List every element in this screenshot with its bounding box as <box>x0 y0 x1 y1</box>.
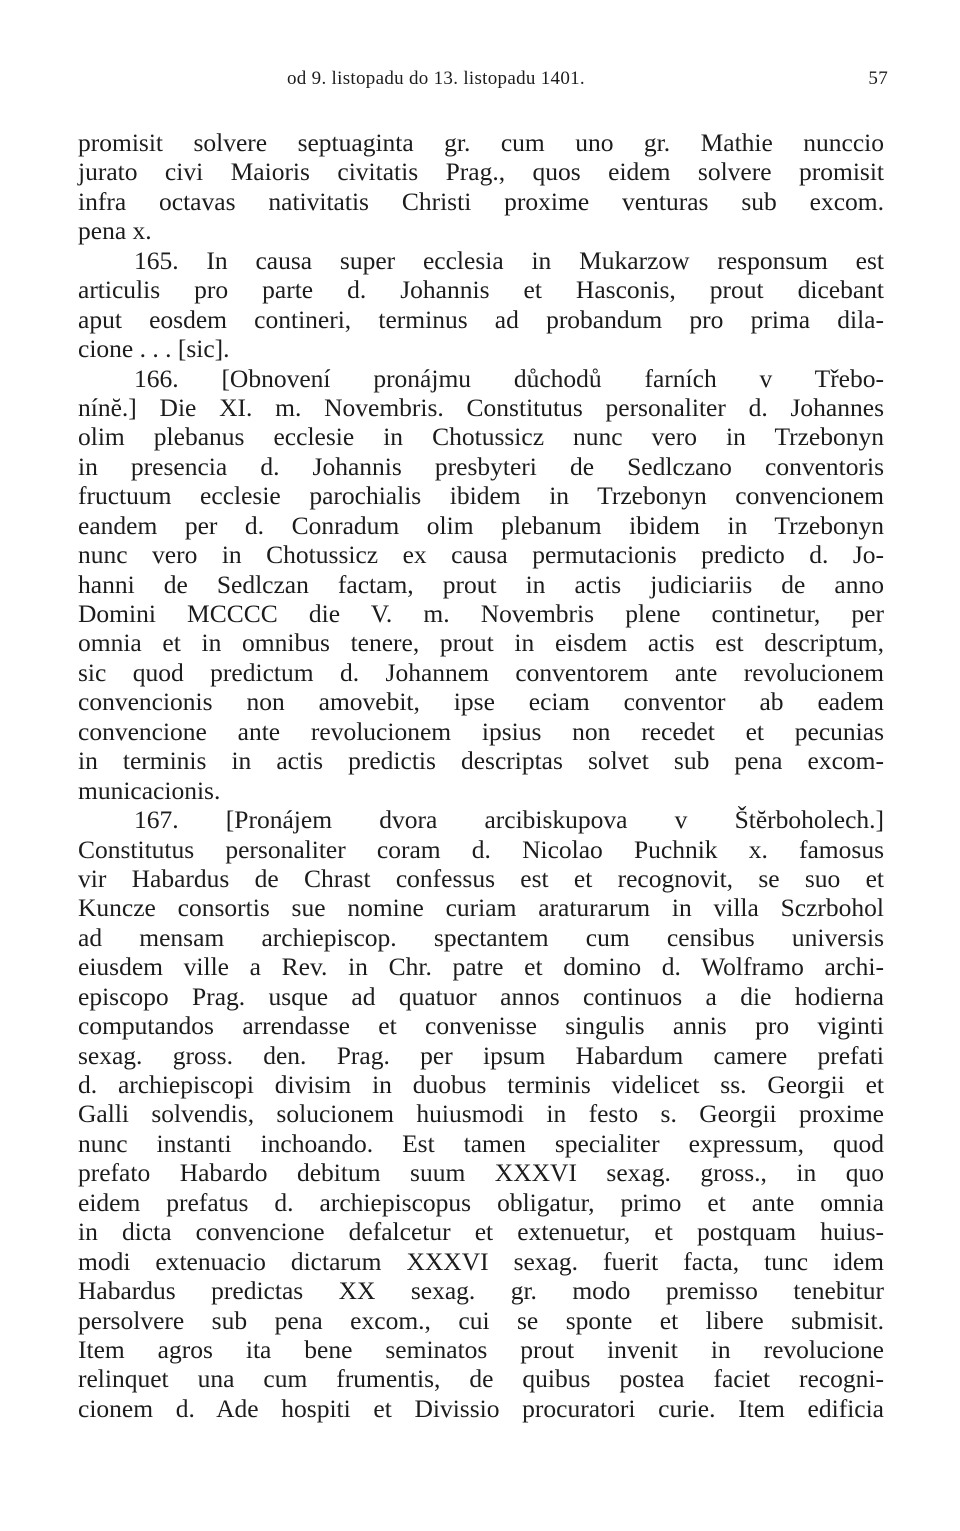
text-line: promisit solvere septuaginta gr. cum uno gr. Mathie nunccio <box>78 128 884 157</box>
text-line: modi extenuacio dictarum XXXVI sexag. fuerit facta, tunc idem <box>78 1246 884 1276</box>
text-line: pena x. <box>78 216 152 246</box>
text-line: jurato civi Maioris civitatis Prag., quos eidem solvere promisit <box>78 157 884 187</box>
text-line: olim plebanus ecclesie in Chotussicz nunc vero in Trzebonyn <box>78 422 884 452</box>
running-title: od 9. listopadu do 13. listopadu 1401. <box>287 68 585 89</box>
text-line: Kuncze consortis sue nomine curiam araturarum in villa Sczrbohol <box>78 893 884 923</box>
text-line: Constitutus personaliter coram d. Nicolao Puchnik x. famosus <box>78 834 884 864</box>
text-line: d. archiepiscopi divisim in duobus terminis videlicet ss. Georgii et <box>78 1070 884 1099</box>
text-line: prefato Habardo debitum suum XXXVI sexag. gross., in quo <box>78 1158 884 1188</box>
text-line: in dicta convencione defalcetur et extenuetur, et postquam huius- <box>78 1217 884 1247</box>
text-line: eandem per d. Conradum olim plebanum ibidem in Trzebonyn <box>78 510 884 540</box>
text-line: nunc instanti inchoando. Est tamen specialiter expressum, quod <box>78 1128 884 1158</box>
text-line: hanni de Sedlczan factam, prout in actis judiciariis de anno <box>78 569 884 599</box>
text-line: Galli solvendis, solucionem huiusmodi in festo s. Georgii proxime <box>78 1099 884 1129</box>
text-line: nínĕ.] Die XI. m. Novembris. Constitutus personaliter d. Johannes <box>78 392 884 422</box>
text-line: 166. [Obnovení pronájmu důchodů farních v Třebo- <box>134 363 884 393</box>
text-line: Item agros ita bene seminatos prout invenit in revolucione <box>78 1334 884 1364</box>
text-line: sexag. gross. den. Prag. per ipsum Habardum camere prefati <box>78 1040 884 1070</box>
text-line: nunc vero in Chotussicz ex causa permutacionis predicto d. Jo- <box>78 540 884 570</box>
text-line: 167. [Pronájem dvora arcibiskupova v Štĕrboholech.] <box>134 805 884 835</box>
text-line: in terminis in actis predictis descriptas solvet sub pena excom- <box>78 746 884 776</box>
text-line: sic quod predictum d. Johannem conventorem ante revolucionem <box>78 657 884 687</box>
text-line: relinquet una cum frumentis, de quibus postea faciet recogni- <box>78 1364 884 1394</box>
text-line: eiusdem ville a Rev. in Chr. patre et domino d. Wolframo archi- <box>78 952 884 982</box>
text-line: 165. In causa super ecclesia in Mukarzow responsum est <box>134 245 884 275</box>
text-line: in presencia d. Johannis presbyteri de Sedlczano conventoris <box>78 451 884 481</box>
text-line: cione . . . [sic]. <box>78 334 230 364</box>
page-number: 57 <box>868 68 888 89</box>
text-line: computandos arrendasse et convenisse singulis annis pro viginti <box>78 1011 884 1041</box>
text-line: ad mensam archiepiscop. spectantem cum censibus universis <box>78 922 884 952</box>
text-line: convencione ante revolucionem ipsius non recedet et pecunias <box>78 716 884 746</box>
text-line: Domini MCCCC die V. m. Novembris plene continetur, per <box>78 599 884 628</box>
text-line: aput eosdem contineri, terminus ad probandum pro prima dila- <box>78 304 884 334</box>
text-line: convencionis non amovebit, ipse eciam conventor ab eadem <box>78 687 884 717</box>
text-line: Habardus predictas XX sexag. gr. modo premisso tenebitur <box>78 1276 884 1306</box>
text-line: articulis pro parte d. Johannis et Hasconis, prout dicebant <box>78 275 884 305</box>
text-line: persolvere sub pena excom., cui se sponte et libere submisit. <box>78 1305 884 1335</box>
text-line: omnia et in omnibus tenere, prout in eisdem actis est descriptum, <box>78 628 884 658</box>
text-line: episcopo Prag. usque ad quatuor annos continuos a die hodierna <box>78 981 884 1011</box>
text-line: fructuum ecclesie parochialis ibidem in Trzebonyn convencionem <box>78 481 884 511</box>
text-line: cionem d. Ade hospiti et Divissio procuratori curie. Item edificia <box>78 1393 884 1423</box>
text-line: infra octavas nativitatis Christi proxime venturas sub excom. <box>78 186 884 216</box>
running-head <box>0 68 960 98</box>
text-line: vir Habardus de Chrast confessus est et recognovit, se suo et <box>78 863 884 893</box>
body-text <box>78 128 884 1423</box>
text-line: municacionis. <box>78 775 221 805</box>
text-line: eidem prefatus d. archiepiscopus obligatur, primo et ante omnia <box>78 1187 884 1217</box>
